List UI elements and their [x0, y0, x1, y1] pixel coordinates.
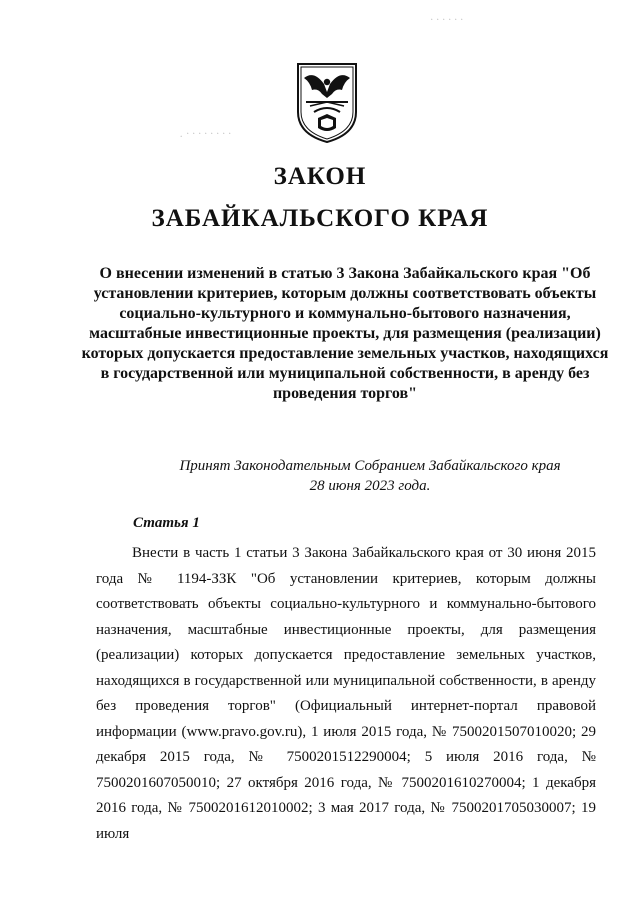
adoption-note	[150, 456, 590, 496]
law-region-title: ЗАБАЙКАЛЬСКОГО КРАЯ	[151, 205, 489, 232]
bleed-through-text: . · · · · · · · ·	[180, 126, 231, 140]
law-title: ЗАКОН	[273, 163, 367, 190]
bleed-through-text: · · · · · ·	[430, 12, 463, 26]
adoption-note-line1: Принят Законодательным Собранием Забайкальского края	[179, 458, 561, 474]
article-body: Внести в часть 1 статьи 3 Закона Забайкальского края от 30 июня 2015 года № 1194-ЗЗК "Об установлении критериев, которым должны соответствовать объекты социально-культурного и коммунально-бытового назначения, масштабные инвестиционные проекты, для размещения (реализации) которых допускается предоставление земельных участков, находящихся в государственной или муниципальной собственности, в аренду без проведения торгов" (Официальный интернет-портал правовой информации (www.pravo.gov.ru), 1 июля 2015 года, № 7500201507010020; 29 декабря 2015 года, № 7500201512290004; 5 июля 2016 года, № 7500201607050010; 27 октября 2016 года, № 7500201610270004; 1 декабря 2016 года, № 7500201612010002; 3 мая 2017 года, № 7500201705030007; 19 июля	[96, 545, 596, 842]
coat-of-arms-icon	[296, 62, 358, 144]
law-subtitle: О внесении изменений в статью 3 Закона Забайкальского края "Об установлении критериев, которым должны соответствовать объекты социально-культурного и коммунально-бытового назначения, масштабные инвестиционные проекты, для размещения (реализации) которых допускается предоставление земельных участков, находящихся в государственной или муниципальной собственности, в аренду без проведения торгов"	[81, 265, 609, 402]
article-heading: Статья 1	[133, 515, 200, 531]
adoption-note-date: 28 июня 2023 года.	[309, 478, 431, 494]
